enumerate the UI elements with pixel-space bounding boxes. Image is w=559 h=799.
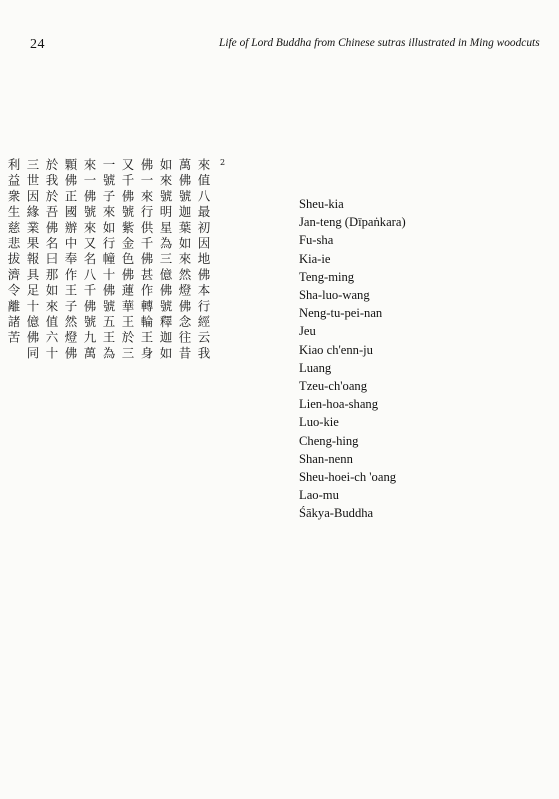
chinese-column: 佛一來行供千佛甚作轉輪王身 [139, 158, 154, 363]
name-list-item: Jan-teng (Dīpaṅkara) [299, 215, 406, 230]
chinese-column: 來值八最初因地佛本行經云我 [196, 158, 211, 363]
name-list-item: Lao-mu [299, 488, 339, 503]
name-list-item: Sheu-hoei-ch 'oang [299, 470, 397, 485]
chinese-column: 利益衆生慈悲拔濟令離諸苦 [6, 158, 21, 347]
buddha-name-list [299, 195, 406, 523]
note-marker: 2 [218, 158, 227, 167]
name-list-item: Luo-kie [299, 415, 339, 430]
name-list-item: Neng-tu-pei-nan [299, 306, 383, 321]
name-list-item: Luang [299, 360, 332, 375]
name-list-item: Lien-hoa-shang [299, 397, 379, 412]
name-list-item: Shan-nenn [299, 451, 353, 466]
chinese-column: 如來號明星為三億佛號釋迦如 [158, 158, 173, 363]
name-list-item: Śākya-Buddha [299, 506, 374, 521]
chinese-column: 顆佛正國辦中奉作王子然燈佛 [63, 158, 78, 363]
chinese-column: 來一佛號來又名八千佛號九萬 [82, 158, 97, 363]
name-list-item: Cheng-hing [299, 433, 359, 448]
chinese-column: 又千佛號紫金色佛蓮華王於三 [120, 158, 135, 363]
name-list-item: Teng-ming [299, 269, 355, 284]
name-list-item: Fu-sha [299, 233, 334, 248]
name-list-item: Kia-ie [299, 251, 331, 266]
name-list-item: Kiao ch'enn-ju [299, 342, 373, 357]
name-list-item: Sheu-kia [299, 197, 344, 211]
chinese-column: 三世因緣業果報具足十億佛同 [25, 158, 40, 363]
chinese-column: 萬佛號迦葉如來然燈佛念往昔 [177, 158, 192, 363]
name-list-item: Jeu [299, 324, 316, 339]
page-number: 24 [30, 37, 45, 52]
chinese-column: 於我於吾佛名曰那如來值六十 [44, 158, 59, 363]
name-list-item: Sha-luo-wang [299, 288, 370, 303]
chinese-column: 一號子來如行幢十佛號五王為 [101, 158, 116, 363]
running-title: Life of Lord Buddha from Chinese sutras illustrated in Ming woodcuts [219, 37, 540, 49]
chinese-text-block [6, 158, 232, 578]
name-list-item: Tzeu-ch'oang [299, 379, 367, 394]
